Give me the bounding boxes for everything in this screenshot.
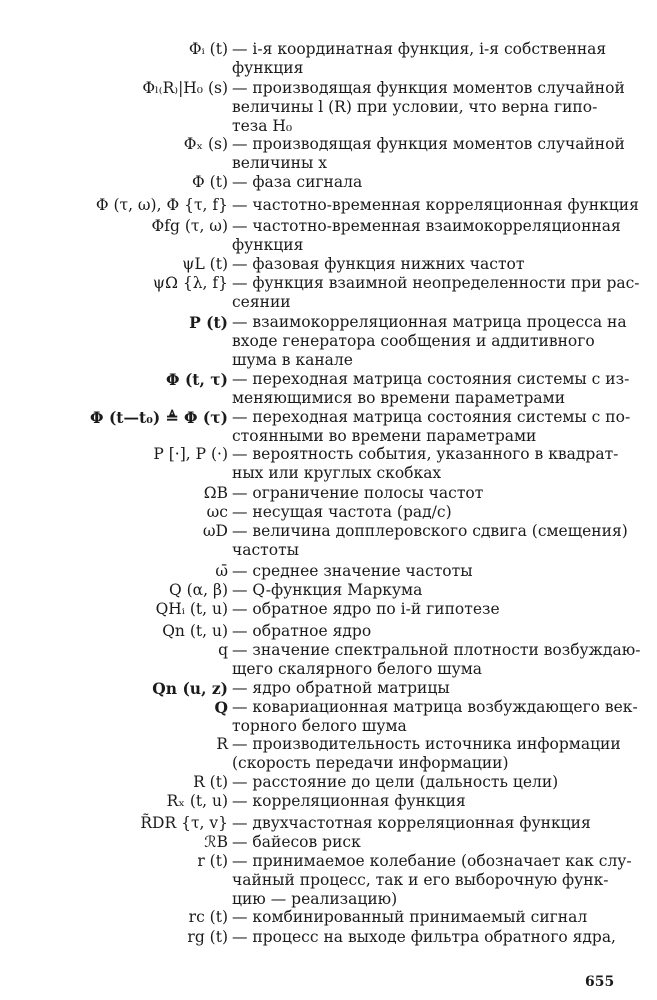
entry-definition bbox=[232, 679, 612, 698]
entry-symbol: P (t) bbox=[189, 313, 228, 332]
entry-symbol: q bbox=[218, 641, 228, 659]
def-line: — вероятность события, указанного в квадрат- bbox=[232, 445, 619, 463]
def-line: стоянными во времени параметрами bbox=[232, 427, 537, 445]
entry-definition bbox=[232, 503, 612, 522]
def-line: — несущая частота (рад/с) bbox=[232, 503, 452, 521]
def-line: — переходная матрица состояния системы с по- bbox=[232, 408, 631, 426]
entry-definition bbox=[232, 445, 619, 483]
def-line: — ограничение полосы частот bbox=[232, 484, 484, 502]
entry-definition bbox=[232, 370, 630, 408]
entry-symbol: r (t) bbox=[197, 852, 228, 870]
def-line: шума в канале bbox=[232, 351, 353, 369]
def-line: — комбинированный принимаемый сигнал bbox=[232, 908, 588, 926]
entry-definition bbox=[232, 196, 639, 215]
def-line: — производительность источника информации bbox=[232, 735, 621, 753]
entry-symbol: Φᵢ (t) bbox=[188, 40, 228, 58]
entry-definition bbox=[232, 313, 627, 370]
def-line: — величина допплеровского сдвига (смещения) bbox=[232, 522, 628, 540]
entry-definition bbox=[232, 622, 612, 641]
entry-definition bbox=[232, 484, 612, 503]
entry-symbol: R̃DR {τ, v} bbox=[140, 814, 228, 832]
def-line: — обратное ядро bbox=[232, 622, 372, 640]
def-line: — взаимокорреляционная матрица процесса на bbox=[232, 313, 627, 331]
def-line: цию — реализацию) bbox=[232, 890, 398, 908]
def-line: щего скалярного белого шума bbox=[232, 660, 483, 678]
def-line: — Q-функция Маркума bbox=[232, 581, 423, 599]
def-line: — обратное ядро по i-й гипотезе bbox=[232, 600, 500, 618]
def-line: — ядро обратной матрицы bbox=[232, 679, 450, 697]
def-line: — производящая функция моментов случайной bbox=[232, 79, 625, 97]
entry-definition bbox=[232, 217, 621, 255]
def-line: — процесс на выходе фильтра обратного ядра, bbox=[232, 928, 616, 946]
entry-definition bbox=[232, 792, 612, 811]
entry-definition bbox=[232, 814, 612, 833]
entry-symbol: ψΩ {λ, f} bbox=[152, 274, 228, 292]
def-line: — среднее значение частоты bbox=[232, 562, 473, 580]
entry-symbol: QHᵢ (t, u) bbox=[155, 600, 228, 618]
entry-symbol: Φ (t—t₀) ≜ Φ (τ) bbox=[90, 408, 228, 427]
def-line: — производящая функция моментов случайной bbox=[232, 135, 625, 153]
def-line: — фазовая функция нижних частот bbox=[232, 255, 525, 273]
def-line: меняющимися во времени параметрами bbox=[232, 389, 566, 407]
def-line: ных или круглых скобках bbox=[232, 464, 442, 482]
entry-symbol: Rₓ (t, u) bbox=[166, 792, 228, 810]
entry-symbol: Qn (t, u) bbox=[162, 622, 228, 640]
entry-symbol: Φₗ₍R₎|H₀ (s) bbox=[142, 79, 228, 97]
entry-definition bbox=[232, 135, 625, 173]
entry-definition bbox=[232, 522, 628, 560]
def-line: частоты bbox=[232, 541, 299, 559]
entry-definition bbox=[232, 773, 612, 792]
entry-definition bbox=[232, 408, 631, 446]
def-line: — фаза сигнала bbox=[232, 173, 363, 191]
def-line: теза H₀ bbox=[232, 117, 293, 135]
def-line: чайный процесс, так и его выборочную функ- bbox=[232, 871, 609, 889]
entry-definition bbox=[232, 600, 612, 619]
def-line: — двухчастотная корреляционная функция bbox=[232, 814, 591, 832]
entry-definition bbox=[232, 698, 638, 736]
entry-symbol: Q bbox=[214, 698, 228, 717]
entry-definition bbox=[232, 641, 641, 679]
entry-symbol: Φ (t, τ) bbox=[166, 370, 228, 389]
entry-symbol: Φ (t) bbox=[192, 173, 228, 191]
def-line: — переходная матрица состояния системы с из- bbox=[232, 370, 630, 388]
def-line: величины x bbox=[232, 154, 327, 172]
entry-symbol: rg (t) bbox=[187, 928, 228, 946]
entry-definition bbox=[232, 562, 612, 581]
entry-symbol: Φfg (τ, ω) bbox=[151, 217, 228, 235]
entry-symbol: Qn (u, z) bbox=[152, 679, 228, 698]
entry-definition bbox=[232, 908, 612, 927]
def-line: — частотно-временная взаимокорреляционная bbox=[232, 217, 621, 235]
def-line: — корреляционная функция bbox=[232, 792, 466, 810]
entry-symbol: Φₓ (s) bbox=[183, 135, 228, 153]
entry-symbol: Φ (τ, ω), Φ {τ, f} bbox=[95, 196, 228, 214]
entry-symbol: ψL (t) bbox=[182, 255, 228, 273]
entry-definition bbox=[232, 79, 625, 136]
def-line: сеянии bbox=[232, 293, 291, 311]
entry-symbol: ℛB bbox=[204, 833, 228, 851]
entry-definition bbox=[232, 581, 612, 600]
def-line: — частотно-временная корреляционная функция bbox=[232, 196, 639, 214]
def-line: — байесов риск bbox=[232, 833, 361, 851]
entry-definition bbox=[232, 274, 640, 312]
entry-symbol: ΩB bbox=[203, 484, 228, 502]
page-number: 655 bbox=[585, 974, 615, 990]
entry-symbol: R (t) bbox=[193, 773, 228, 791]
entry-definition bbox=[232, 255, 612, 274]
entry-definition bbox=[232, 173, 612, 192]
def-line: — расстояние до цели (дальность цели) bbox=[232, 773, 559, 791]
entry-definition bbox=[232, 852, 632, 909]
entry-symbol: Q (α, β) bbox=[168, 581, 228, 599]
def-line: входе генератора сообщения и аддитивного bbox=[232, 332, 595, 350]
def-line: — i-я координатная функция, i-я собственная bbox=[232, 40, 607, 58]
entry-symbol: P [·], P (·) bbox=[153, 445, 228, 463]
def-line: функция bbox=[232, 236, 304, 254]
entry-symbol: ωc bbox=[206, 503, 228, 521]
entry-symbol: rc (t) bbox=[188, 908, 228, 926]
def-line: — функция взаимной неопределенности при рас- bbox=[232, 274, 640, 292]
def-line: функция bbox=[232, 59, 304, 77]
entry-symbol: ωD bbox=[202, 522, 228, 540]
def-line: — ковариационная матрица возбуждающего век- bbox=[232, 698, 638, 716]
entry-symbol: ω̄ bbox=[215, 562, 228, 580]
entry-definition bbox=[232, 735, 621, 773]
entry-definition bbox=[232, 40, 612, 78]
entry-definition bbox=[232, 928, 616, 947]
entry-symbol: R bbox=[216, 735, 228, 753]
def-line: (скорость передачи информации) bbox=[232, 754, 509, 772]
entry-definition bbox=[232, 833, 612, 852]
def-line: величины l (R) при условии, что верна гипо- bbox=[232, 98, 598, 116]
def-line: — значение спектральной плотности возбуждаю- bbox=[232, 641, 641, 659]
def-line: — принимаемое колебание (обозначает как слу- bbox=[232, 852, 632, 870]
def-line: торного белого шума bbox=[232, 717, 407, 735]
